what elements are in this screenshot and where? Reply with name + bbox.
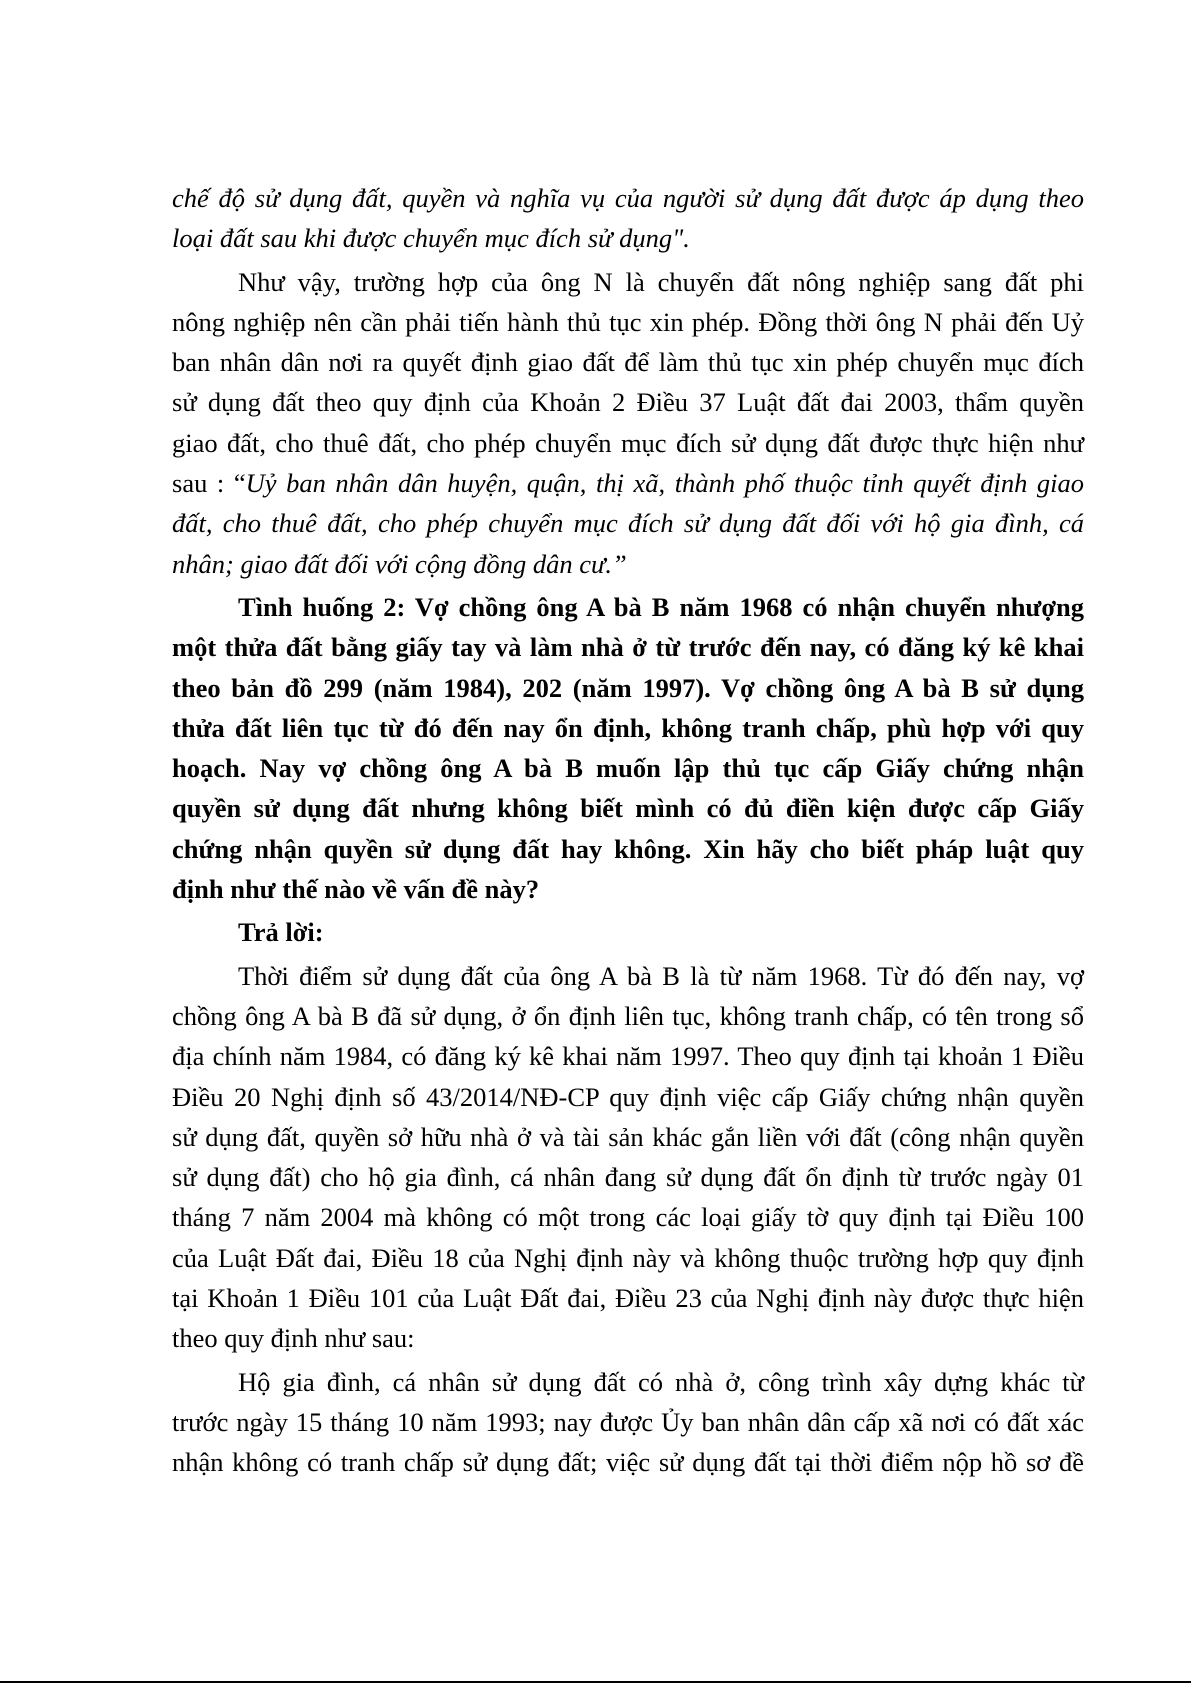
answer-body-paragraph: [172, 956, 1084, 1359]
quoted-law-text: Uỷ ban nhân dân huyện, quận, thị xã, thành phố thuộc tỉnh quyết định giao: [245, 468, 1085, 499]
text-line: nhân; giao đất đối với cộng đồng dân cư.”: [172, 548, 627, 579]
text-line: tại Khoản 1 Điều 101 của Luật Đất đai, Điều 23 của Nghị định này được thực hiện: [172, 1283, 1084, 1314]
document-page: [172, 178, 1084, 1483]
text-line: giao đất, cho thuê đất, cho phép chuyển mục đích sử dụng đất được thực hiện như: [172, 427, 1084, 458]
case1-conclusion-paragraph: [172, 262, 1084, 584]
case2-question-paragraph: [172, 587, 1084, 909]
text-line: đất, cho thuê đất, cho phép chuyển mục đích sử dụng đất đối với hộ gia đình, cá: [172, 508, 1084, 539]
text-line: hoạch. Nay vợ chồng ông A bà B muốn lập thủ tục cấp Giấy chứng nhận: [172, 753, 1084, 784]
text-line: theo bản đồ 299 (năm 1984), 202 (năm 1997). Vợ chồng ông A bà B sử dụng: [172, 672, 1084, 703]
text-line: theo quy định như sau:: [172, 1323, 415, 1354]
text-line: sử dụng đất, quyền sở hữu nhà ở và tài sản khác gắn liền với đất (công nhận quyền: [172, 1121, 1084, 1152]
text-line: loại đất sau khi được chuyển mục đích sử dụng".: [172, 223, 690, 254]
quote-end-paragraph: [172, 178, 1084, 259]
text-line: nhận không có tranh chấp sử dụng đất; việc sử dụng đất tại thời điểm nộp hồ sơ đề: [172, 1447, 1084, 1478]
text-line: quyền sử dụng đất nhưng không biết mình có đủ điền kiện được cấp Giấy: [172, 793, 1084, 824]
text-line: Thời điểm sử dụng đất của ông A bà B là từ năm 1968. Từ đó đến nay, vợ: [238, 960, 1084, 991]
answer-label: [172, 912, 1084, 952]
text-line: tháng 7 năm 2004 mà không có một trong các loại giấy tờ quy định tại Điều 100: [172, 1202, 1084, 1233]
text-line: Như vậy, trường hợp của ông N là chuyển đất nông nghiệp sang đất phi: [238, 266, 1084, 297]
text-line: Tình huống 2: Vợ chồng ông A bà B năm 1968 có nhận chuyển nhượng: [238, 591, 1084, 622]
answer-point-paragraph: [172, 1362, 1084, 1483]
text-line: ban nhân dân nơi ra quyết định giao đất để làm thủ tục xin phép chuyển mục đích: [172, 347, 1084, 378]
text-line: Điều 20 Nghị định số 43/2014/NĐ-CP quy định việc cấp Giấy chứng nhận quyền: [172, 1081, 1084, 1112]
text-line: chế độ sử dụng đất, quyền và nghĩa vụ của người sử dụng đất được áp dụng theo: [172, 183, 1084, 213]
text-line: chứng nhận quyền sử dụng đất hay không. Xin hãy cho biết pháp luật quy: [172, 833, 1084, 864]
text-fragment: sau : “: [172, 468, 246, 499]
text-line: Hộ gia đình, cá nhân sử dụng đất có nhà ở, công trình xây dựng khác từ: [238, 1366, 1084, 1397]
text-line: địa chính năm 1984, có đăng ký kê khai năm 1997. Theo quy định tại khoản 1 Điều: [172, 1041, 1084, 1072]
text-line: định như thế nào về vấn đề này?: [172, 874, 540, 905]
answer-heading: Trả lời:: [238, 917, 324, 948]
text-line: của Luật Đất đai, Điều 18 của Nghị định này và không thuộc trường hợp quy định: [172, 1242, 1084, 1273]
text-line: trước ngày 15 tháng 10 năm 1993; nay được Ủy ban nhân dân cấp xã nơi có đất xác: [172, 1406, 1084, 1437]
text-line: [172, 463, 1084, 503]
text-line: sử dụng đất theo quy định của Khoản 2 Điều 37 Luật đất đai 2003, thẩm quyền: [172, 387, 1084, 418]
text-line: chồng ông A bà B đã sử dụng, ở ổn định liên tục, không tranh chấp, có tên trong sổ: [172, 1000, 1084, 1031]
text-line: nông nghiệp nên cần phải tiến hành thủ tục xin phép. Đồng thời ông N phải đến Uỷ: [172, 306, 1084, 337]
text-line: sử dụng đất) cho hộ gia đình, cá nhân đang sử dụng đất ổn định từ trước ngày 01: [172, 1162, 1084, 1193]
text-line: một thửa đất bằng giấy tay và làm nhà ở từ trước đến nay, có đăng ký kê khai: [172, 632, 1084, 663]
bottom-border-line: [0, 1681, 1191, 1683]
text-line: thửa đất liên tục từ đó đến nay ổn định, không tranh chấp, phù hợp với quy: [172, 712, 1084, 743]
